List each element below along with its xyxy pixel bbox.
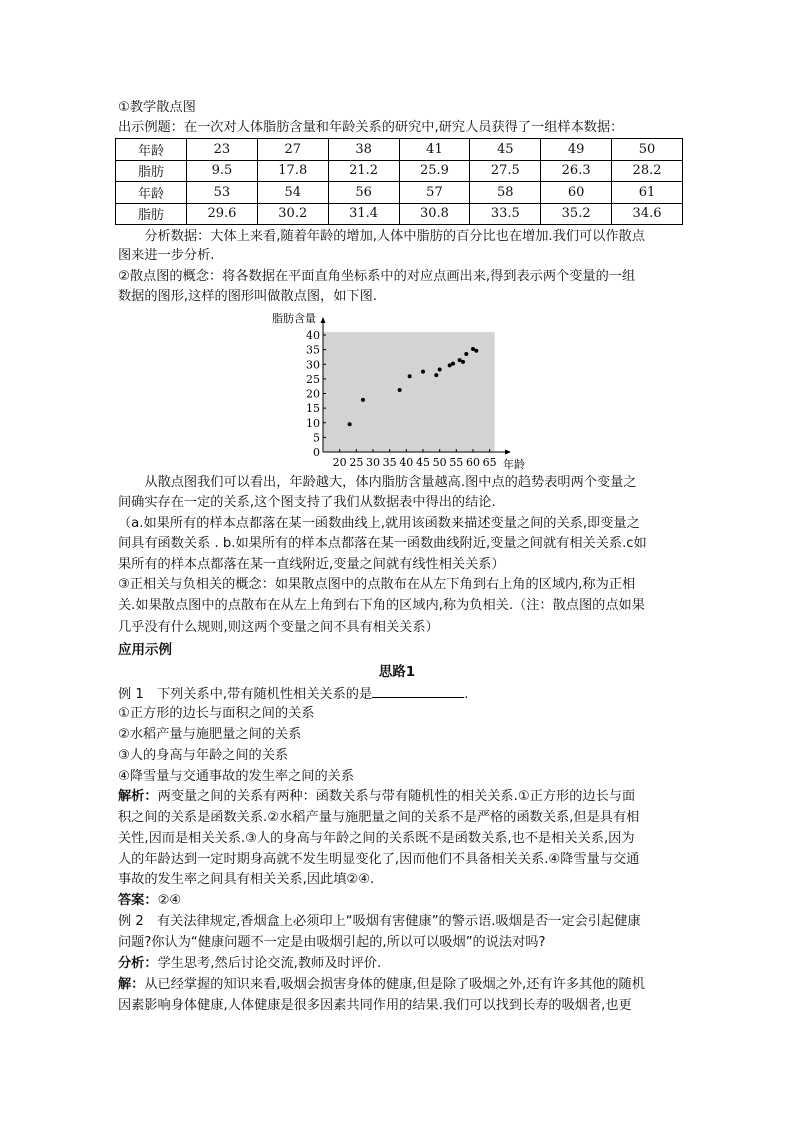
- line-text: 问题?你认为“健康问题不一定是由吸烟引起的,所以可以吸烟”的说法对吗?: [118, 935, 546, 950]
- x-tick-label: 25: [349, 456, 364, 469]
- scatter-chart: [260, 310, 525, 475]
- intro-text: 出示例题：在一次对人体脂肪含量和年龄关系的研究中,研究人员获得了一组样本数据：: [118, 120, 624, 135]
- paragraph-line: [118, 996, 632, 1016]
- table-cell: 41: [399, 139, 470, 161]
- line-text: 几乎没有什么规则,则这两个变量之间不具有相关关系）: [118, 620, 439, 635]
- y-tick-label: 5: [313, 431, 320, 445]
- bold-label: 答案：: [118, 893, 158, 908]
- table-cell: 35.2: [541, 203, 612, 225]
- table-cell: 58: [470, 182, 541, 204]
- y-tick-label: 15: [306, 402, 320, 416]
- line-text: 关.如果散点图中的点散布在从左上角到右下角的区域内,称为负相关.（注：散点图的点如果: [118, 598, 645, 613]
- table-cell: 27: [257, 139, 328, 161]
- x-tick-label: 45: [415, 456, 430, 469]
- paragraph-line: [118, 493, 496, 513]
- paragraph-line: [118, 933, 545, 953]
- data-point: [348, 422, 352, 426]
- y-tick-label: 20: [306, 387, 320, 401]
- table-cell: 27.5: [470, 160, 541, 182]
- table-row: [116, 203, 683, 225]
- data-point: [398, 388, 402, 392]
- line-text: 两变量之间的关系有两种：函数关系与带有随机性的相关关系.①正方形的边长与面: [157, 789, 636, 804]
- table-cell: 23: [187, 139, 258, 161]
- option-item: [118, 725, 301, 745]
- line-text: （a.如果所有的样本点都落在某一函数曲线上,就用该函数来描述变量之间的关系,即变量之: [118, 516, 640, 531]
- data-point: [451, 362, 455, 366]
- table-cell: 60: [541, 182, 612, 204]
- heading: ①教学散点图: [118, 100, 196, 115]
- example1-label: 例 1 下列关系中,带有随机性相关关系的是: [118, 687, 373, 702]
- paragraph-line: [118, 287, 377, 307]
- paragraph-line: [118, 787, 635, 807]
- line-text: 从散点图我们可以看出，年龄越大，体内脂肪含量越高.图中点的趋势表明两个变量之: [118, 475, 637, 490]
- table-cell: 61: [612, 182, 683, 204]
- line-text: 间确实存在一定的关系,这个图支持了我们从数据表中得出的结论.: [118, 495, 496, 510]
- y-axis-arrow: [321, 317, 326, 323]
- table-cell: 30.2: [257, 203, 328, 225]
- table-row: [116, 182, 683, 204]
- row-header: 年龄: [116, 139, 187, 161]
- paragraph-line: [118, 912, 641, 932]
- line-text: ②④: [157, 893, 182, 908]
- table-cell: 17.8: [257, 160, 328, 182]
- line-text: ②水稻产量与施肥量之间的关系: [118, 727, 302, 742]
- data-point: [408, 374, 412, 378]
- line-text: 从已经掌握的知识来看,吸烟会损害身体的健康,但是除了吸烟之外,还有许多其他的随机: [144, 977, 645, 992]
- y-tick-label: 25: [306, 372, 320, 386]
- line-text: ③人的身高与年龄之间的关系: [118, 748, 289, 763]
- x-tick-label: 65: [482, 456, 497, 469]
- y-tick-label: 35: [306, 343, 320, 357]
- paragraph-line: [118, 514, 640, 534]
- data-point: [434, 373, 438, 377]
- paragraph-line: [118, 870, 374, 890]
- table-cell: 50: [612, 139, 683, 161]
- data-point: [474, 349, 478, 353]
- x-tick-label: 35: [382, 456, 397, 469]
- line-text: 关性,因而是相关关系.③人的身高与年龄之间的关系既不是函数关系,也不是相关关系,因为: [118, 831, 635, 846]
- answer-blank: [372, 683, 464, 698]
- line-text: 分析数据：大体上来看,随着年龄的增加,人体中脂肪的百分比也在增加.我们可以作散点: [118, 229, 645, 244]
- table-cell: 21.2: [328, 160, 399, 182]
- paragraph-line: [118, 850, 639, 870]
- data-point: [464, 352, 468, 356]
- sub-title: 思路1: [378, 664, 416, 680]
- line-text: ④降雪量与交通事故的发生率之间的关系: [118, 769, 355, 784]
- data-point: [461, 360, 465, 364]
- line-text: 图来进一步分析.: [118, 248, 215, 263]
- x-tick-label: 60: [465, 456, 480, 469]
- bold-label: 解：: [118, 977, 145, 992]
- option-item: [118, 746, 288, 766]
- paragraph-line: [118, 596, 645, 616]
- y-axis-label: 脂肪含量: [272, 312, 316, 325]
- x-tick-label: 30: [365, 456, 380, 469]
- paragraph-line: [118, 227, 645, 247]
- line-text: 果所有的样本点都落在某一直线附近,变量之间就有线性相关关系）: [118, 557, 505, 572]
- example1-end: .: [464, 687, 469, 702]
- paragraph-line: [118, 618, 439, 638]
- option-item: [118, 767, 354, 787]
- line-text: 因素影响身体健康,人体健康是很多因素共同作用的结果.我们可以找到长寿的吸烟者,也更: [118, 998, 632, 1013]
- table-cell: 57: [399, 182, 470, 204]
- data-point: [421, 370, 425, 374]
- table-row: [116, 139, 683, 161]
- data-point: [361, 398, 365, 402]
- paragraph-line: [118, 246, 215, 266]
- line-text: 间具有函数关系 . b.如果所有的样本点都落在某一函数曲线附近,变量之间就有相关关系.c如: [118, 536, 647, 551]
- row-header: 脂肪: [116, 160, 187, 182]
- data-point: [438, 368, 442, 372]
- row-header: 脂肪: [116, 203, 187, 225]
- line-text: 积之间的关系是函数关系.②水稻产量与施肥量之间的关系不是严格的函数关系,但是具有相: [118, 810, 640, 825]
- line-text: ②散点图的概念：将各数据在平面直角坐标系中的对应点画出来,得到表示两个变量的一组: [118, 269, 636, 284]
- table-cell: 28.2: [612, 160, 683, 182]
- table-cell: 26.3: [541, 160, 612, 182]
- x-tick-label: 20: [332, 456, 347, 469]
- x-tick-label: 40: [399, 456, 414, 469]
- paragraph-line: [118, 829, 635, 849]
- paragraph-line: [118, 555, 505, 575]
- table-cell: 54: [257, 182, 328, 204]
- bold-label: 分析：: [118, 956, 158, 971]
- x-tick-label: 55: [449, 456, 464, 469]
- line-text: 事故的发生率之间具有相关关系,因此填②④.: [118, 872, 375, 887]
- plot-background: [323, 332, 495, 452]
- y-tick-label: 0: [313, 446, 320, 459]
- line-text: 学生思考,然后讨论交流,教师及时评价.: [157, 956, 382, 971]
- table-cell: 30.8: [399, 203, 470, 225]
- paragraph-line: [118, 954, 381, 974]
- y-tick-label: 10: [306, 416, 320, 430]
- paragraph-line: [118, 267, 635, 287]
- table-cell: 45: [470, 139, 541, 161]
- paragraph-line: [118, 975, 645, 995]
- x-axis-arrow: [505, 450, 511, 455]
- line-text: 数据的图形,这样的图形叫做散点图，如下图.: [118, 289, 377, 304]
- paragraph-line: [118, 808, 639, 828]
- paragraph-line: [118, 575, 635, 595]
- table-cell: 38: [328, 139, 399, 161]
- table-cell: 31.4: [328, 203, 399, 225]
- table-cell: 49: [541, 139, 612, 161]
- x-axis-label: 年龄: [503, 458, 525, 471]
- line-text: 例 2 有关法律规定,香烟盒上必须印上“吸烟有害健康”的警示语.吸烟是否一定会引起健康: [118, 914, 641, 929]
- y-tick-label: 30: [306, 358, 320, 372]
- line-text: ①正方形的边长与面积之间的关系: [118, 706, 315, 721]
- table-cell: 29.6: [187, 203, 258, 225]
- option-item: [118, 704, 314, 724]
- example1-question: [118, 683, 468, 703]
- data-table: [115, 138, 683, 225]
- line-text: ③正相关与负相关的概念：如果散点图中的点散布在从左下角到右上角的区域内,称为正相: [118, 577, 636, 592]
- table-cell: 53: [187, 182, 258, 204]
- y-tick-label: 40: [306, 329, 320, 342]
- table-row: [116, 160, 683, 182]
- line-text: 人的年龄达到一定时期身高就不发生明显变化了,因而他们不具备相关关系.④降雪量与交通: [118, 852, 640, 867]
- x-tick-label: 50: [432, 456, 447, 469]
- table-cell: 33.5: [470, 203, 541, 225]
- bold-label: 解析：: [118, 789, 158, 804]
- table-cell: 9.5: [187, 160, 258, 182]
- table-cell: 34.6: [612, 203, 683, 225]
- paragraph-line: [118, 534, 647, 554]
- row-header: 年龄: [116, 182, 187, 204]
- section-title: 应用示例: [118, 642, 172, 658]
- paragraph-line: [118, 473, 637, 493]
- table-cell: 56: [328, 182, 399, 204]
- paragraph-line: [118, 891, 181, 911]
- table-cell: 25.9: [399, 160, 470, 182]
